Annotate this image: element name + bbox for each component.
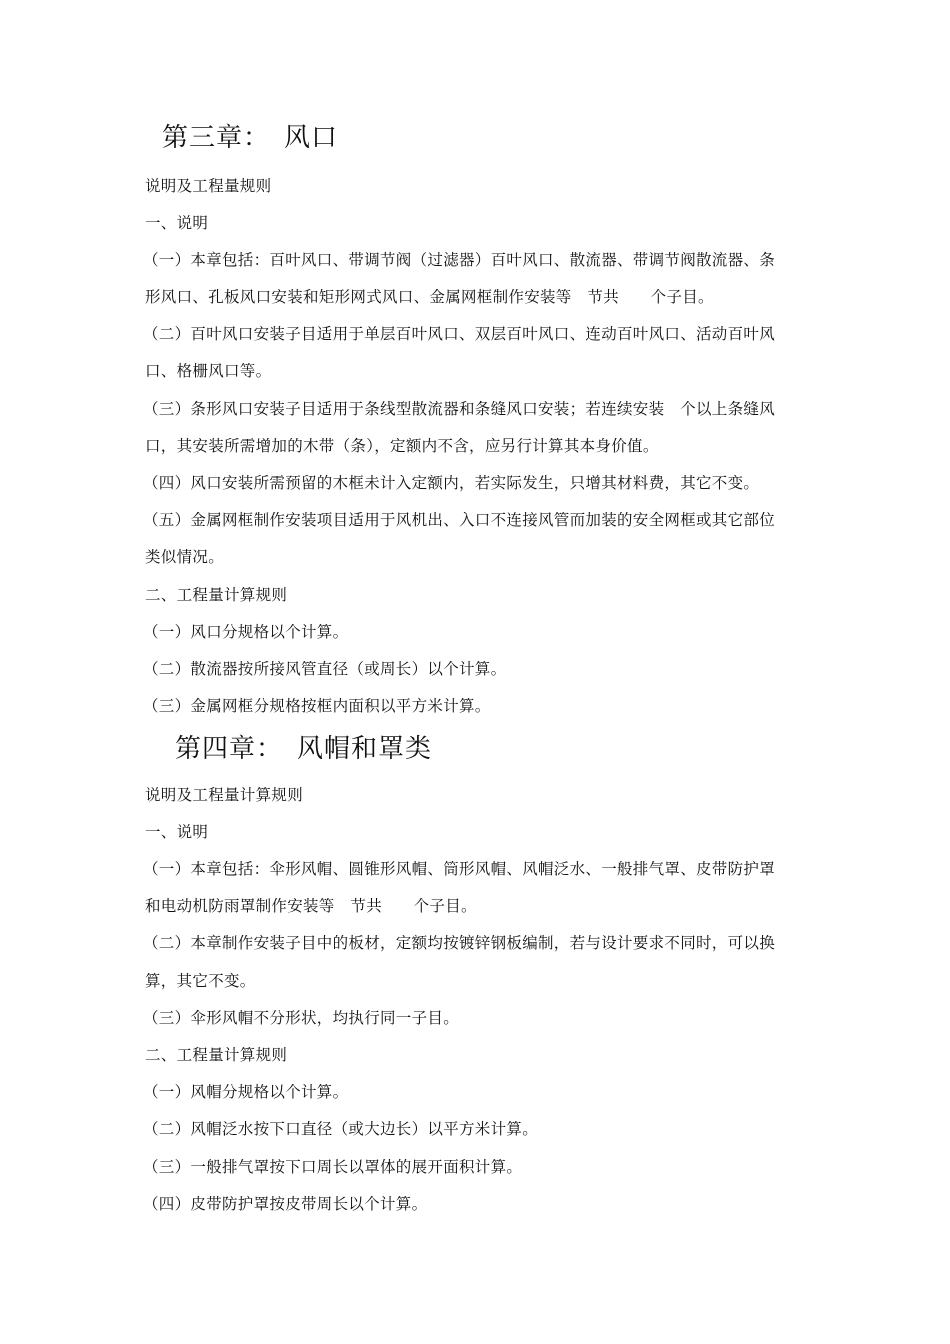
chapter-4-subtitle: 说明及工程量计算规则 — [145, 786, 304, 804]
chapter-4-item-line: （一）本章包括：伞形风帽、圆锥形风帽、筒形风帽、风帽泛水、一般排气罩、皮带防护罩 — [143, 860, 776, 878]
chapter-4-rule: （一）风帽分规格以个计算。 — [143, 1083, 349, 1101]
chapter-4-item-line: （二）本章制作安装子目中的板材，定额均按镀锌钢板编制，若与设计要求不同时，可以换 — [143, 934, 776, 952]
chapter-4-section-2-heading: 二、工程量计算规则 — [145, 1046, 288, 1064]
chapter-4-rule: （三）一般排气罩按下口周长以罩体的展开面积计算。 — [143, 1158, 523, 1176]
chapter-3-section-2-heading: 二、工程量计算规则 — [145, 586, 288, 604]
chapter-3-item-line: （二）百叶风口安装子目适用于单层百叶风口、双层百叶风口、连动百叶风口、活动百叶风 — [143, 325, 776, 343]
chapter-3-item-line: 类似情况。 — [145, 548, 225, 566]
chapter-4-item-line: 算，其它不变。 — [145, 972, 256, 990]
chapter-3-item-line: 口，其安装所需增加的木带（条），定额内不含，应另行计算其本身价值。 — [145, 437, 659, 455]
chapter-3-rule: （二）散流器按所接风管直径（或周长）以个计算。 — [143, 660, 507, 678]
chapter-4-title: 第四章： 风帽和罩类 — [175, 734, 433, 764]
chapter-4-rule: （四）皮带防护罩按皮带周长以个计算。 — [143, 1195, 428, 1213]
chapter-3-title: 第三章： 风口 — [162, 123, 339, 153]
chapter-3-item-line: 口、格栅风口等。 — [145, 362, 272, 380]
chapter-3-subtitle: 说明及工程量规则 — [145, 177, 272, 195]
chapter-3-rule: （一）风口分规格以个计算。 — [143, 623, 349, 641]
chapter-3-item-line: （四）风口安装所需预留的木框未计入定额内，若实际发生，只增其材料费，其它不变。 — [143, 474, 760, 492]
chapter-3-item-line: （三）条形风口安装子目适用于条线型散流器和条缝风口安装；若连续安装 个以上条缝风 — [143, 400, 776, 418]
chapter-3-item-line: （一）本章包括：百叶风口、带调节阀（过滤器）百叶风口、散流器、带调节阀散流器、条 — [143, 251, 776, 269]
chapter-3-section-1-heading: 一、说明 — [145, 214, 209, 232]
chapter-3-item-line: （五）金属网框制作安装项目适用于风机出、入口不连接风管而加装的安全网框或其它部位 — [143, 511, 776, 529]
chapter-3-rule: （三）金属网框分规格按框内面积以平方米计算。 — [143, 697, 491, 715]
chapter-4-item-line: 和电动机防雨罩制作安装等 节共 个子目。 — [145, 897, 477, 915]
chapter-3-item-line: 形风口、孔板风口安装和矩形网式风口、金属网框制作安装等 节共 个子目。 — [145, 288, 714, 306]
chapter-4-rule: （二）风帽泛水按下口直径（或大边长）以平方米计算。 — [143, 1120, 539, 1138]
chapter-4-item-line: （三）伞形风帽不分形状，均执行同一子目。 — [143, 1009, 460, 1027]
chapter-4-section-1-heading: 一、说明 — [145, 823, 209, 841]
